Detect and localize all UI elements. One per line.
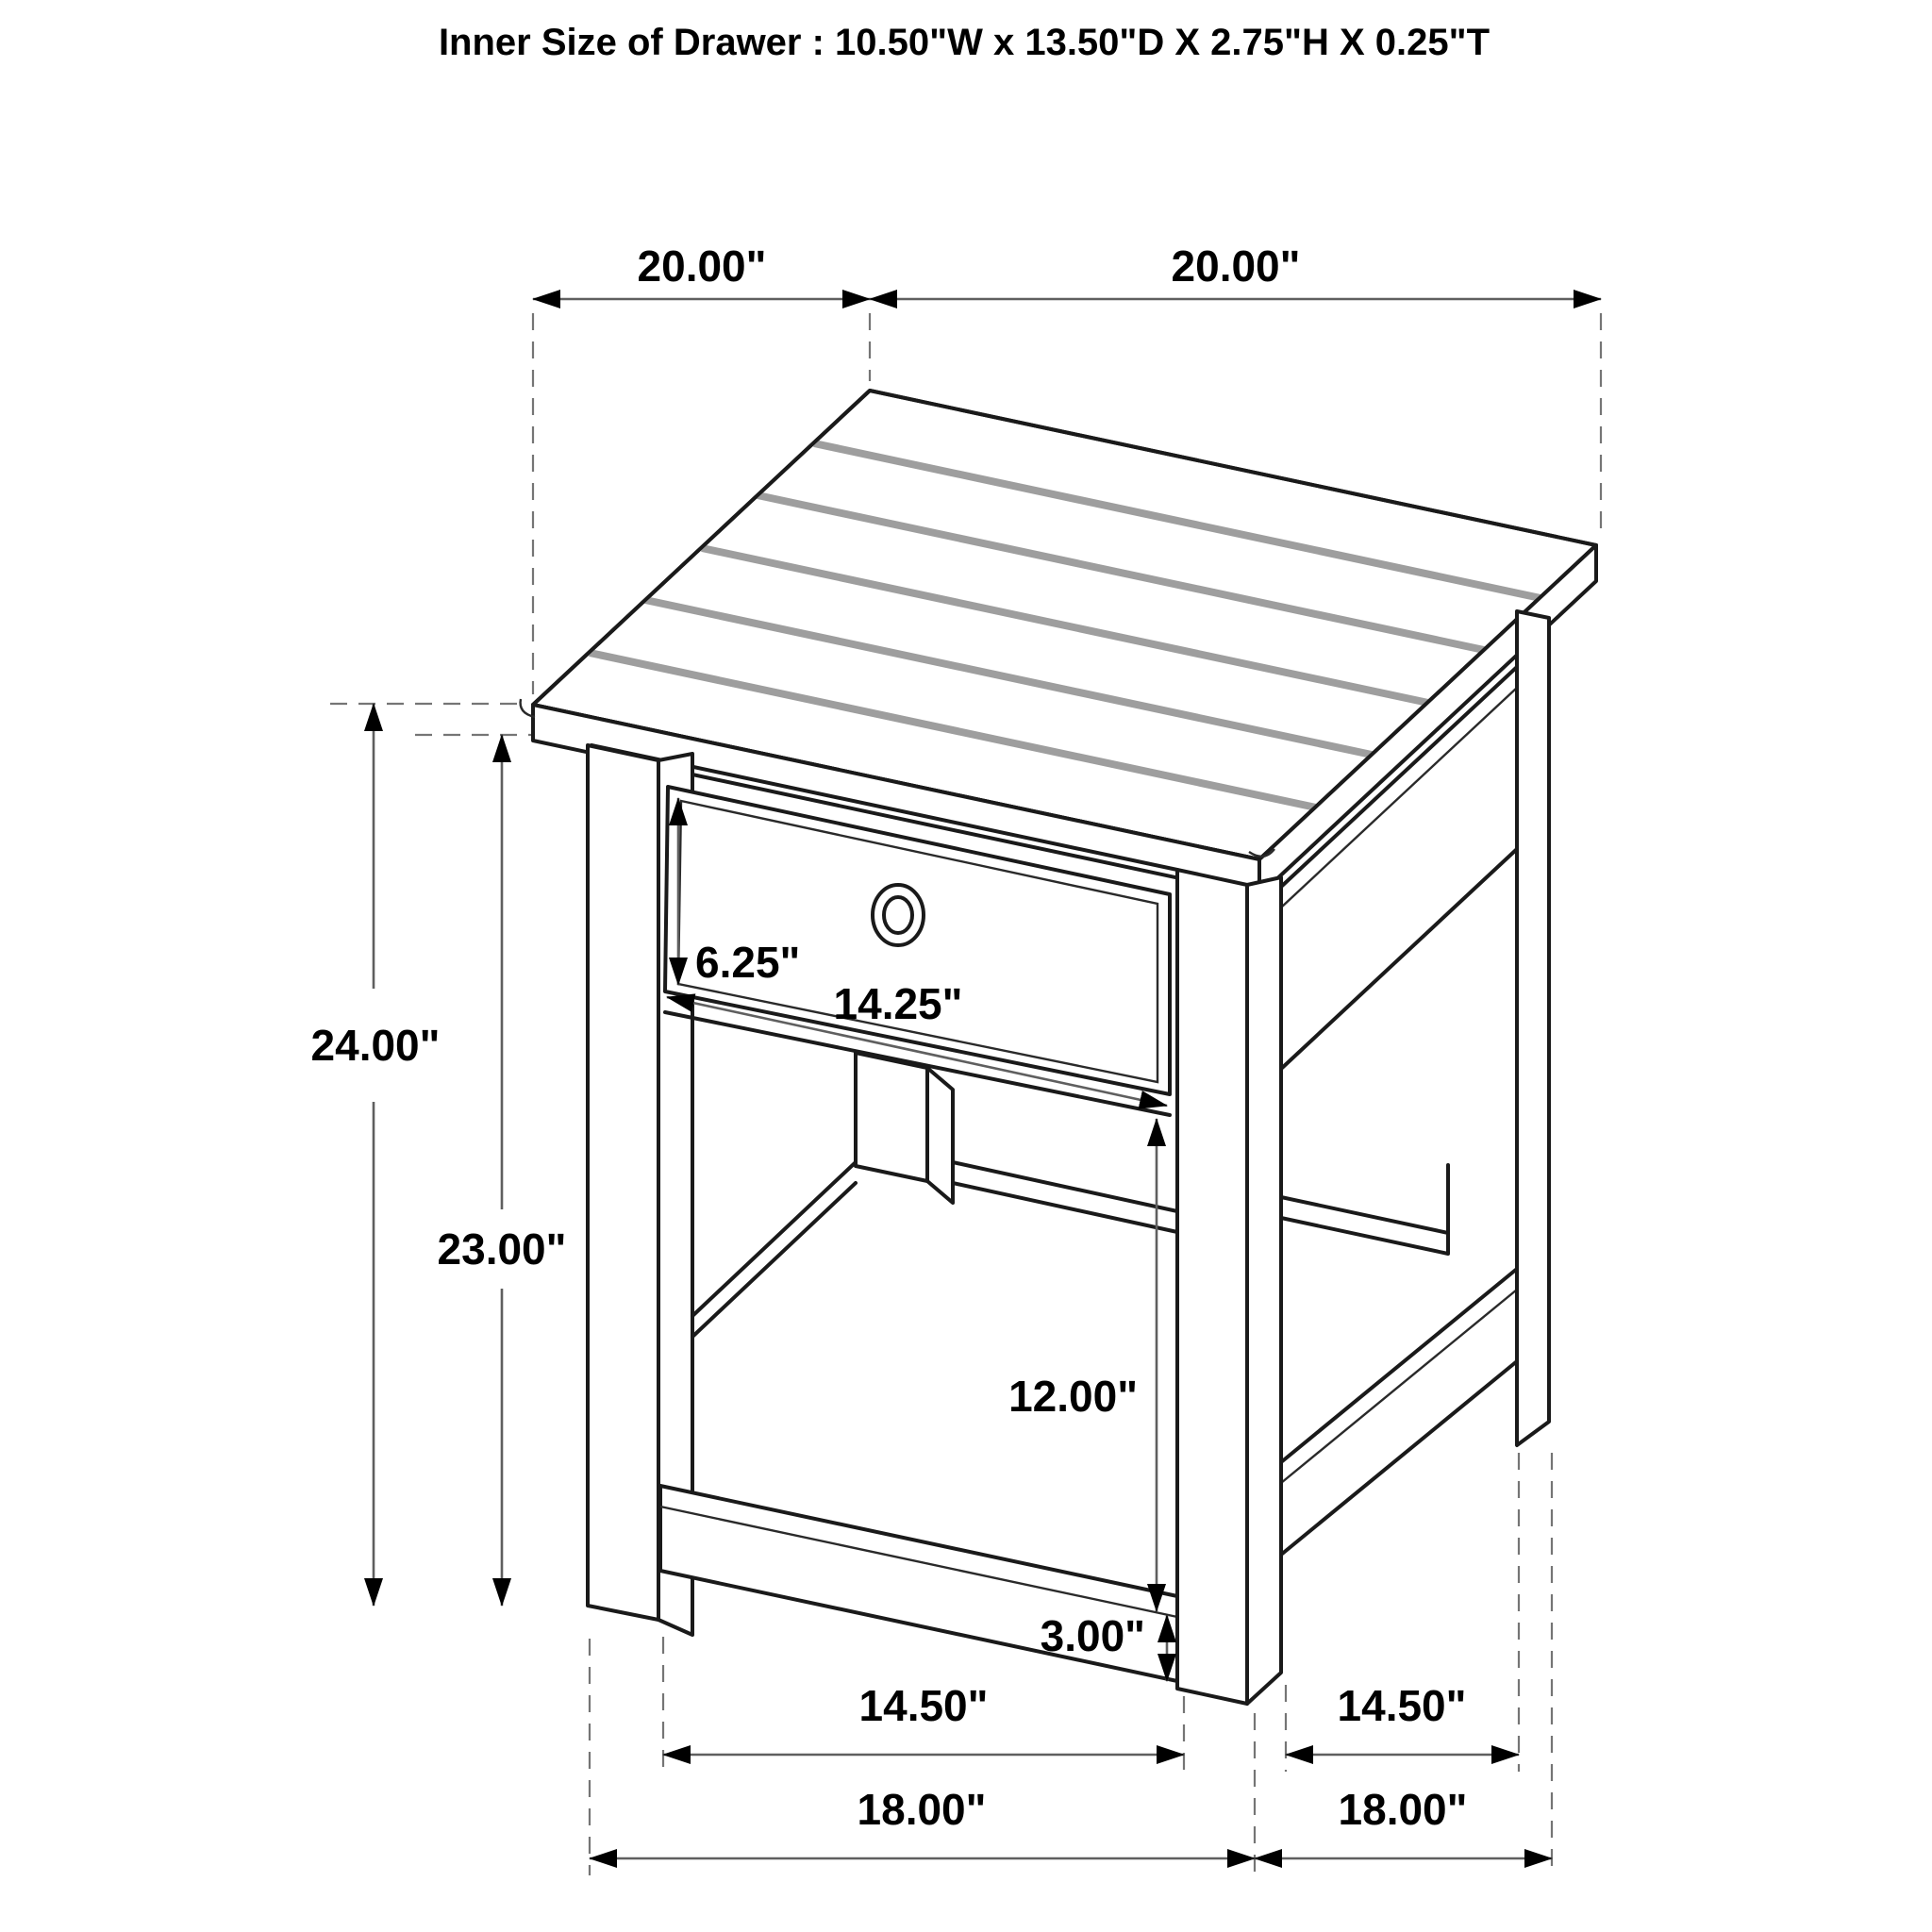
left-stretcher-lower-edge xyxy=(692,1183,856,1337)
open-compartment xyxy=(692,1053,1177,1337)
back-rail-lower-edge xyxy=(953,1183,1177,1232)
back-rail-top-edge xyxy=(953,1162,1177,1211)
left-stretcher-top-edge xyxy=(692,1162,856,1316)
dim-label-shelf-clearance: 12.00" xyxy=(1008,1372,1138,1421)
drawing-title: Inner Size of Drawer : 10.50"W x 13.50"D X 2.75"H X 0.25"T xyxy=(438,22,1491,63)
front-right-leg xyxy=(1177,870,1281,1704)
back-rail-through-right-side xyxy=(1281,1165,1448,1254)
dim-label-top-width-left: 20.00" xyxy=(637,242,767,291)
dim-label-side-leg-span: 14.50" xyxy=(1337,1681,1467,1730)
front-right-leg-face xyxy=(1177,870,1247,1704)
dim-label-overall-width: 18.00" xyxy=(857,1785,987,1834)
dim-label-height-below-top: 23.00" xyxy=(437,1224,567,1274)
back-left-leg-side xyxy=(927,1068,953,1203)
dim-label-top-depth-right: 20.00" xyxy=(1171,242,1301,291)
dim-label-front-leg-span: 14.50" xyxy=(858,1681,989,1730)
dim-label-drawer-width: 14.25" xyxy=(833,979,963,1028)
front-left-leg-face xyxy=(588,745,658,1620)
front-right-leg-side xyxy=(1247,877,1281,1704)
shelf-right-rail xyxy=(1281,1269,1517,1555)
dim-label-drawer-height: 6.25" xyxy=(695,938,801,987)
dim-label-overall-depth: 18.00" xyxy=(1338,1785,1468,1834)
dim-label-overall-height: 24.00" xyxy=(310,1021,441,1070)
dim-label-rail-height: 3.00" xyxy=(1040,1611,1145,1660)
back-right-leg xyxy=(1517,611,1549,1445)
end-table-drawing xyxy=(521,391,1596,1704)
back-left-leg-face xyxy=(856,1053,927,1181)
